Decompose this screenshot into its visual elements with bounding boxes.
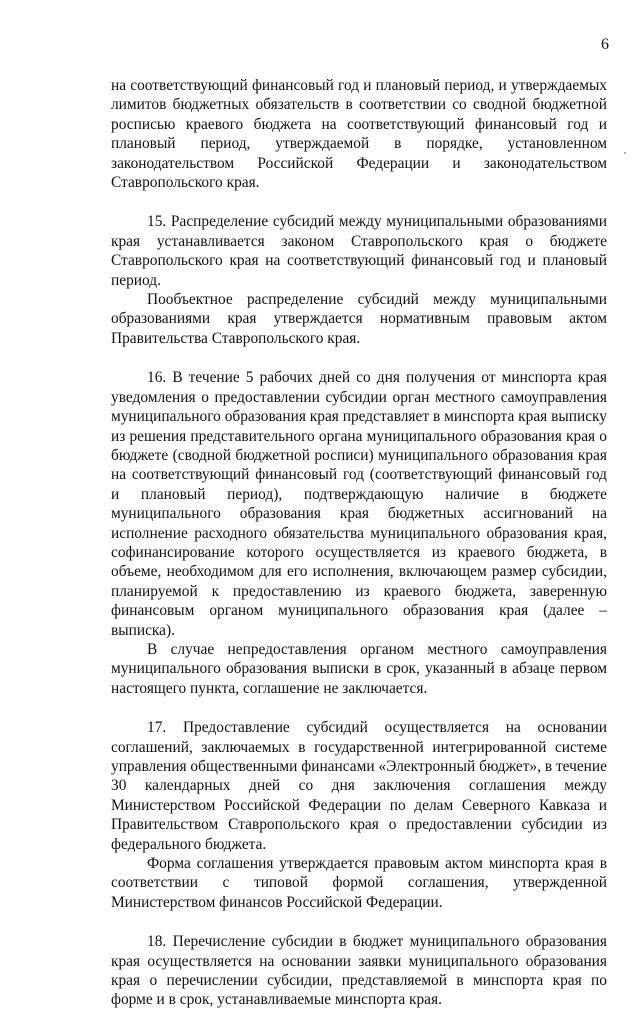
paragraph-15-distribution: Пообъектное распределение субсидий между муниципальными образованиями края утверждается нормативным правовым актом Правительства Ставропольского края. <box>111 291 607 347</box>
paragraph-15: 15. Распределение субсидий между муниципальными образованиями края устанавливается законом Ставропольского края о бюджете Ставропольского края на соответствующий финансовый год и плановый период. <box>111 213 607 289</box>
paragraph-16-failure: В случае непредоставления органом местного самоуправления муниципального образования выписки в срок, указанный в абзаце первом настоящего пункта, соглашение не заключается. <box>111 640 607 697</box>
document-body <box>111 76 607 1010</box>
paragraph-17-form: Форма соглашения утверждается правовым актом минспорта края в соответствии с типовой формой соглашения, утвержденной Министерством финансов Российской Федерации. <box>111 855 607 911</box>
paragraph-18: 18. Перечисление субсидии в бюджет муниципального образования края осуществляется на основании заявки муниципального образования края о перечислении субсидии, представляемой в минспорта края по форме и в срок, устанавливаемые минспорта края. <box>111 933 607 1009</box>
paragraph-17: 17. Предоставление субсидий осуществляется на основании соглашений, заключаемых в государственной интегрированной системе управления общественными финансами «Электронный бюджет», в течение 30 календарных дней со дня заключения соглашения между Министерством Российской Федерации по делам Северного Кавказа и Правительством Ставропольского края о предоставлении субсидии из федерального бюджета. <box>111 719 607 853</box>
scan-mark <box>624 152 626 154</box>
paragraph-16: 16. В течение 5 рабочих дней со дня получения от минспорта края уведомления о предоставлении субсидии орган местного самоуправления муниципального образования края представляет в минспорта края выписку из решения представительного органа муниципального образования края о бюджете (сводной бюджетной росписи) муниципального образования края на соответствующий финансовый год (соответствующий финансовый год и плановый период), подтверждающую наличие в бюджете муниципального образования края бюджетных ассигнований на исполнение расходного обязательства муниципального образования края, софинансирование которого осуществляется из краевого бюджета, в объеме, необходимом для его исполнения, включающем размер субсидии, планируемой к предоставлению из краевого бюджета, заверенную финансовым органом муниципального образования края (далее – выписка). <box>111 369 607 639</box>
paragraph-continuation: на соответствующий финансовый год и плановый период, и утверждаемых лимитов бюджетных обязательств в соответствии со сводной бюджетной росписью краевого бюджета на соответствующий финансовый год и плановый период, утверждаемой в порядке, установленном законодательством Российской Федерации и законодательством Ставропольского края. <box>111 77 607 192</box>
page-number: 6 <box>601 36 609 53</box>
